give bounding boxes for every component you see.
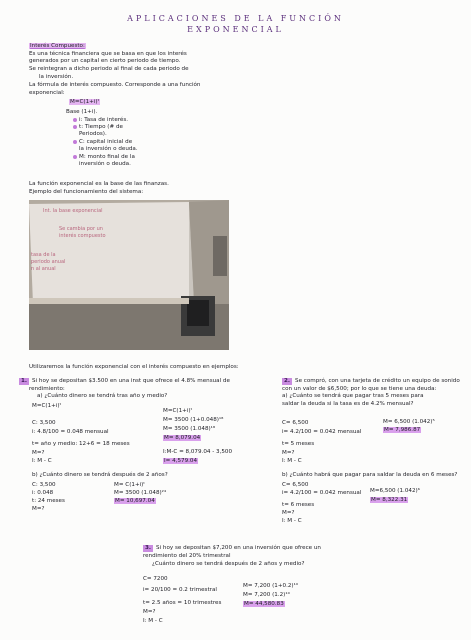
intro-line-6: exponencial:: [29, 90, 65, 96]
ex1-b-step-1: M= C(1+i)ᵗ: [114, 482, 146, 488]
ex2-b-m: M=?: [282, 510, 295, 516]
ex3-question-sub: ¿Cuánto dinero se tendrá después de 2 años y medio?: [152, 561, 305, 567]
intro-line-4: la inversión.: [39, 74, 74, 80]
ex2-b-t: t= 6 meses: [282, 502, 315, 508]
def-i: i: Tasa de interés.: [73, 117, 128, 124]
ex2-question: 2. Se compró, con una tarjeta de crédito un equipo de sonido: [284, 378, 460, 384]
ex2-part-b: b) ¿Cuánto habrá que pagar para saldar la deuda en 6 meses?: [282, 472, 458, 478]
ex3-i: i= 20/100 = 0.2 trimestral: [143, 587, 217, 593]
ex3-question-cont: rendimiento del 20% trimestral: [143, 553, 231, 559]
board-text-1: Int. la base exponencial: [43, 208, 103, 214]
ex2-m: M=?: [282, 450, 295, 456]
ex2-question-cont: con un valor de $6,500; por lo que se tiene una deuda:: [282, 386, 437, 392]
board-text-5: periodo anual: [31, 259, 66, 265]
ex1-b-i: i: 0.048: [32, 490, 54, 496]
ex1-i: i: 4.8/100 = 0.048 mensual: [32, 429, 109, 435]
ex2-step-1: M= 6,500 (1.042)⁵: [383, 419, 435, 425]
board-text-2: Se cambia por un: [59, 226, 103, 232]
ex2-part-a: a) ¿Cuánto se tendrá que pagar tras 5 meses para: [282, 393, 424, 399]
intro-line-2: generados por un capital en cierto periodo de tiempo.: [29, 58, 181, 64]
page-title: APLICACIONES DE LA FUNCIÓN: [127, 14, 344, 23]
ex2-b-i: i= 4.2/100 = 0.042 mensual: [282, 490, 362, 496]
ex1-b-c: C: 3,500: [32, 482, 56, 488]
board-text-3: interés compuesto: [59, 233, 106, 239]
ex1-m: M=?: [32, 450, 45, 456]
def-m: M: monto final de la: [73, 154, 135, 161]
def-t: t: Tiempo (# de: [73, 124, 123, 131]
board-text-6: n al anual: [31, 266, 56, 272]
ex2-b-order: I: M - C: [282, 518, 302, 524]
ex1-step-4: I:M-C = 8,079.04 - 3,500: [163, 449, 233, 455]
usage-line: Utilizaremos la función exponencial con el interés compuesto en ejemplos:: [29, 364, 239, 370]
ex3-step-1: M= 7,200 (1+0.2)¹⁰: [243, 583, 299, 589]
ex1-question: 1. Si hoy se depositan $3.500 en una inst que ofrece el 4.8% mensual de: [21, 378, 230, 384]
ex3-result: M= 44,580.83: [244, 601, 284, 607]
page-title-line2: EXPONENCIAL: [187, 25, 284, 34]
middle-line-1: La función exponencial es la base de las finanzas.: [29, 181, 169, 187]
def-m-cont: inversión o deuda.: [79, 161, 131, 167]
whiteboard-photo: [29, 200, 229, 350]
ex3-c: C= 7200: [143, 576, 168, 582]
intro-heading: Interés Compuesto:: [30, 43, 85, 49]
ex2-b-step-1: M=6,500 (1.042)⁶: [370, 488, 420, 494]
ex2-i: i= 4.2/100 = 0.042 mensual: [282, 429, 362, 435]
ex1-part-b: b) ¿Cuánto dinero se tendrá después de 2 años?: [32, 472, 168, 478]
intro-line-3: Se reintegran a dicho periodo al final de cada periodo de: [29, 66, 189, 72]
ex1-b-m: M=?: [32, 506, 45, 512]
ex2-c: C= 6,500: [282, 420, 309, 426]
ex1-formula: M=C(1+i)ᵗ: [32, 403, 62, 409]
ex1-step-1: M=C(1+i)ᵗ: [163, 408, 193, 414]
ex1-result-2: I= 4,579.04: [164, 458, 198, 464]
ex1-b-result: M= 10,697.04: [115, 498, 155, 504]
ex1-step-3: M= 3500 (1.048)¹⁸: [163, 426, 216, 432]
board-text-4: tasa de la: [31, 252, 56, 258]
ex3-question: 3. Si hoy se depositan $7,200 en una inversión que ofrece un: [145, 545, 321, 551]
ex1-question-cont: rendimiento:: [29, 386, 65, 392]
ex1-result: M= 8,079.04: [164, 435, 201, 441]
def-t-cont: Periodos).: [79, 131, 107, 137]
ex3-m: M=?: [143, 609, 156, 615]
whiteboard-illustration: [29, 200, 229, 350]
intro-line-5: La fórmula de interés compuesto. Corresponde a una función: [29, 82, 201, 88]
ex3-step-2: M= 7,200 (1.2)¹⁰: [243, 592, 290, 598]
ex1-order: I: M - C: [32, 458, 52, 464]
ex1-part-a: a) ¿Cuánto dinero se tendrá tras año y medio?: [37, 393, 168, 399]
ex2-b-result: M= 8,322.31: [371, 497, 408, 503]
ex2-order: I: M - C: [282, 458, 302, 464]
ex3-order: I: M - C: [143, 618, 163, 624]
ex1-t: t= año y medio: 12+6 = 18 meses: [32, 441, 130, 447]
ex1-b-t: t: 24 meses: [32, 498, 65, 504]
ex1-c: C: 3,500: [32, 420, 56, 426]
ex2-result: M= 7,986.87: [384, 427, 421, 433]
ex3-t: t= 2.5 años = 10 trimestres: [143, 600, 222, 606]
formula-highlight: M=C(1+i)ᵗ: [70, 99, 100, 105]
middle-line-2: Ejemplo del funcionamiento del sistema:: [29, 189, 144, 195]
intro-line-1: Es una técnica financiera que se basa en que los interés: [29, 51, 187, 57]
def-c: C: capital inicial de: [73, 139, 132, 146]
ex1-b-step-2: M= 3500 (1.048)²⁴: [114, 490, 167, 496]
formula-base: Base (1+i).: [66, 109, 98, 115]
ex1-step-2: M= 3500 (1+0.048)¹⁸: [163, 417, 224, 423]
ex2-t: t= 5 meses: [282, 441, 315, 447]
ex2-part-a-cont: saldar la deuda si la tasa es de 4.2% mensual?: [282, 401, 414, 407]
def-c-cont: la inversión o deuda.: [79, 146, 138, 152]
ex2-b-c: C= 6,500: [282, 482, 309, 488]
